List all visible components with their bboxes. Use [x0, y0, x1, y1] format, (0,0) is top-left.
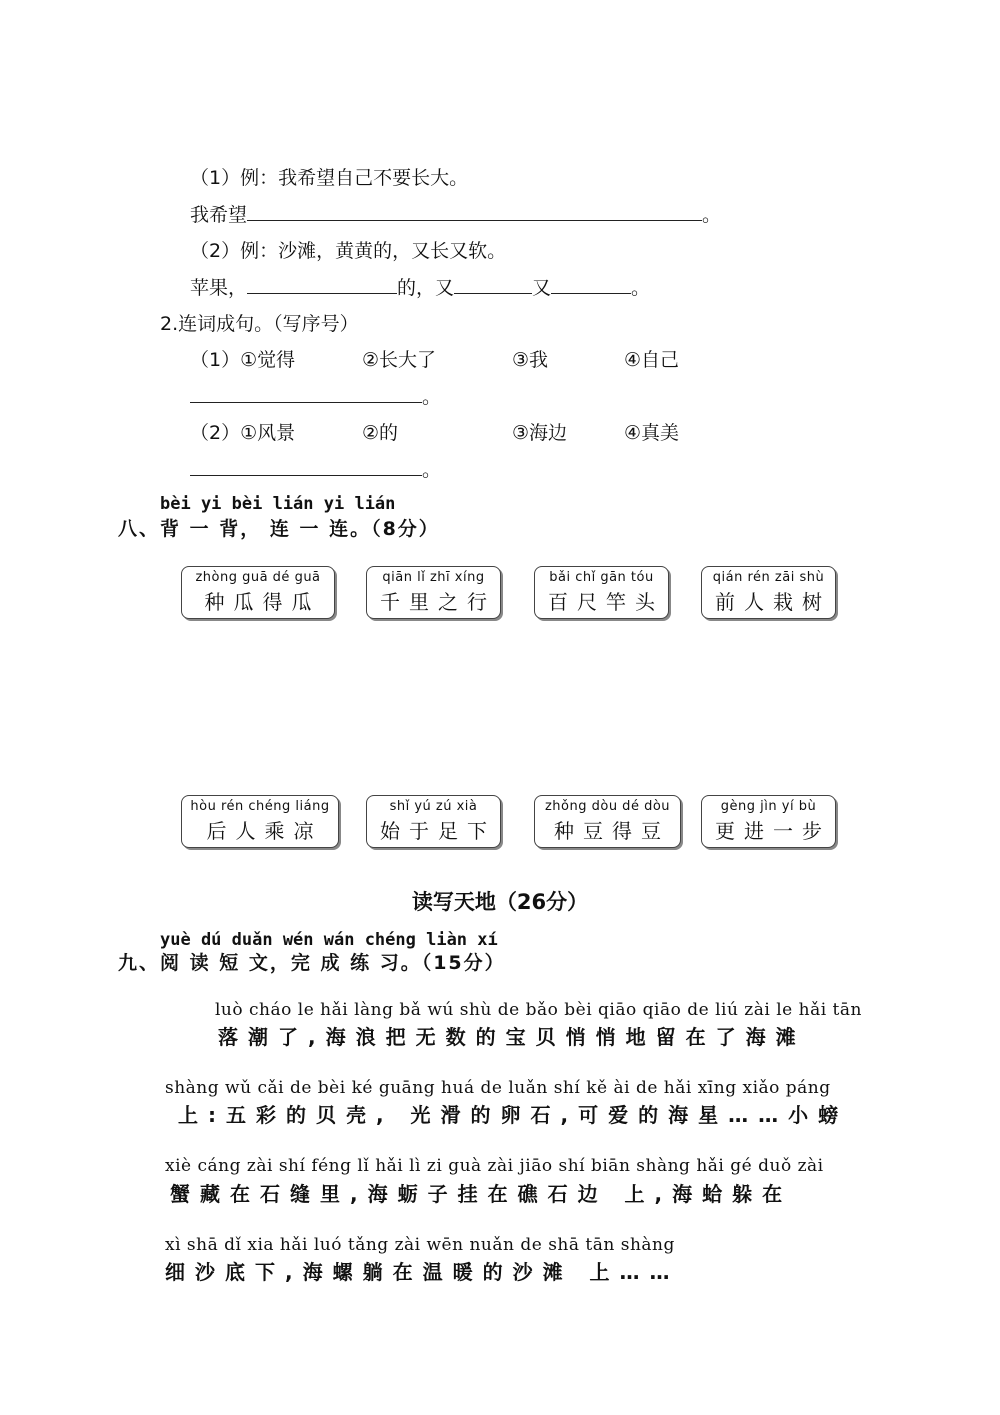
card-hanzi: 始于足下 — [380, 819, 496, 843]
word-option: （2）①风景 — [190, 422, 296, 444]
fill-line-2 — [190, 273, 650, 300]
word-option: ④真美 — [624, 422, 680, 444]
idiom-card[interactable] — [701, 566, 836, 619]
question-2-title: 2.连词成句。（写序号） — [160, 313, 359, 335]
card-pinyin: qiān lǐ zhī xíng — [382, 570, 485, 585]
reading-pinyin: shàng wǔ cǎi de bèi ké guāng huá de luǎn shí kě ài de hǎi xīng xiǎo páng — [165, 1078, 831, 1098]
idiom-card[interactable] — [181, 566, 335, 619]
word-option: ③我 — [512, 349, 549, 371]
idiom-card[interactable] — [534, 795, 681, 848]
card-pinyin: shǐ yú zú xià — [389, 799, 478, 814]
example-2: （2）例：沙滩，黄黄的，又长又软。 — [190, 240, 507, 262]
section-9-pinyin: yuè dú duǎn wén wán chéng liàn xí — [160, 930, 498, 950]
answer-end: 。 — [422, 386, 442, 408]
example-1: （1）例：我希望自己不要长大。 — [190, 167, 469, 189]
reading-text: 细沙底下,海螺躺在温暖的沙滩 上…… — [165, 1260, 680, 1284]
fill-mid-2: 又 — [532, 277, 552, 299]
reading-pinyin: xì shā dǐ xia hǎi luó tǎng zài wēn nuǎn de shā tān shàng — [165, 1235, 675, 1255]
reading-text: 落潮了,海浪把无数的宝贝悄悄地留在了海滩 — [218, 1025, 806, 1049]
reading-pinyin: xiè cáng zài shí féng lǐ hǎi lì zi guà zài jiāo shí biān shàng hǎi gé duǒ zài — [165, 1156, 824, 1176]
card-hanzi: 后人乘凉 — [206, 819, 323, 843]
reading-pinyin: luò cháo le hǎi làng bǎ wú shù de bǎo bèi qiāo qiāo de liú zài le hǎi tān — [215, 1000, 862, 1020]
word-option: ③海边 — [512, 422, 568, 444]
word-option: ②的 — [362, 422, 399, 444]
answer-blank[interactable] — [247, 202, 702, 221]
word-option: ②长大了 — [362, 349, 437, 371]
idiom-card[interactable] — [701, 795, 836, 848]
card-pinyin: zhǒng dòu dé dòu — [544, 799, 671, 814]
answer-blank[interactable] — [247, 275, 397, 294]
card-hanzi: 前人栽树 — [715, 590, 831, 614]
section-8-pinyin: bèi yi bèi lián yi lián — [160, 494, 396, 514]
fill-end: 。 — [631, 277, 651, 299]
section-8-heading: 八、背 一 背， 连 一 连。（8分） — [118, 518, 440, 540]
card-pinyin: zhòng guā dé guā — [195, 570, 321, 585]
answer-line-1 — [190, 382, 441, 409]
idiom-card[interactable] — [366, 795, 501, 848]
answer-blank[interactable] — [190, 384, 422, 403]
fill-lead-2: 苹果， — [190, 277, 248, 299]
idiom-card[interactable] — [366, 566, 501, 619]
card-pinyin: hòu rén chéng liáng — [190, 799, 330, 814]
idiom-card[interactable] — [534, 566, 669, 619]
card-pinyin: qián rén zāi shù — [712, 570, 825, 585]
answer-line-2 — [190, 455, 441, 482]
reading-text: 蟹藏在石缝里,海蛎子挂在礁石边 上,海蛤躲在 — [170, 1182, 793, 1206]
fill-lead-1: 我希望 — [190, 204, 248, 226]
answer-end: 。 — [422, 459, 442, 481]
section-9-heading: 九、阅 读 短 文，完 成 练 习。（15分） — [118, 952, 506, 974]
word-option: ④自己 — [624, 349, 680, 371]
answer-blank[interactable] — [551, 275, 631, 294]
fill-line-1 — [190, 200, 721, 227]
card-pinyin: bǎi chǐ gān tóu — [549, 570, 654, 585]
card-hanzi: 更进一步 — [715, 819, 831, 843]
word-option: （1）①觉得 — [190, 349, 296, 371]
section-title: 读写天地（26分） — [411, 890, 589, 914]
card-hanzi: 种豆得豆 — [554, 819, 670, 843]
answer-blank[interactable] — [454, 275, 532, 294]
card-hanzi: 百尺竿头 — [548, 590, 664, 614]
card-hanzi: 千里之行 — [380, 590, 496, 614]
card-pinyin: gèng jìn yí bù — [720, 799, 817, 814]
answer-blank[interactable] — [190, 457, 422, 476]
idiom-card[interactable] — [181, 795, 339, 848]
fill-mid-1: 的，又 — [397, 277, 455, 299]
card-hanzi: 种瓜得瓜 — [204, 590, 321, 614]
fill-end: 。 — [702, 204, 722, 226]
reading-text: 上:五彩的贝壳, 光滑的卵石,可爱的海星……小螃 — [178, 1103, 849, 1127]
